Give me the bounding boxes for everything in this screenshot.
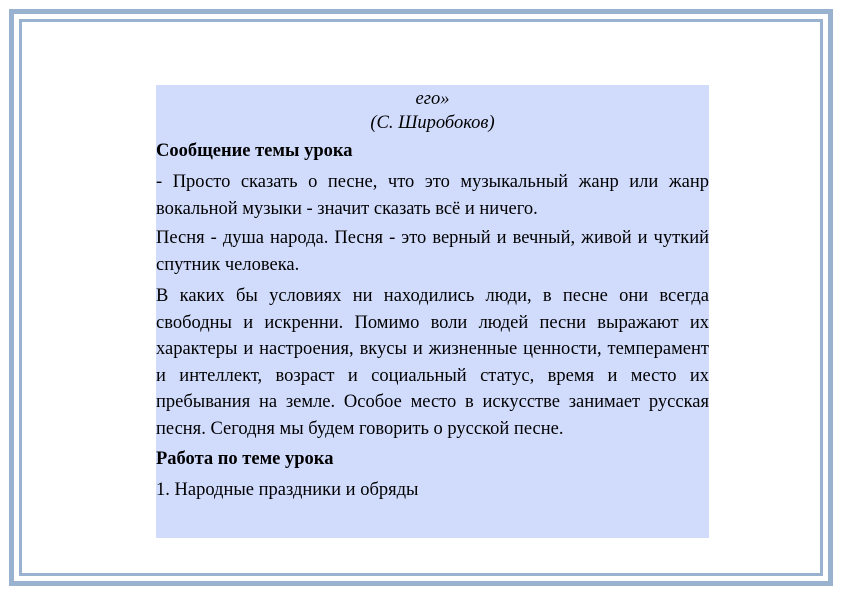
quote-tail: его» [415,89,450,109]
heading-work: Работа по теме урока [156,449,334,469]
paragraph-1: - Просто сказать о песне, что это музыкальный жанр или жанр вокальной музыки - значит сказать всё и ничего. [156,172,709,219]
paragraph-2: Песня - душа народа. Песня - это верный и вечный, живой и чуткий спутник человека. [156,228,709,275]
quote-author: (С. Широбоков) [370,113,495,133]
paragraph-3: В каких бы условиях ни находились люди, в песне они всегда свободны и искренни. Помимо воли людей песни выражают их характеры и настроения, вкусы и жизненные ценности, темперамент и интеллект, возраст и социальный статус, время и место их пребывания на земле. Особое место в искусстве занимает русская песня. Сегодня мы будем говорить о русской песне. [156,286,709,439]
slide-text-panel [156,85,709,538]
heading-topic: Сообщение темы урока [156,141,353,161]
list-item-1: 1. Народные праздники и обряды [156,480,419,500]
